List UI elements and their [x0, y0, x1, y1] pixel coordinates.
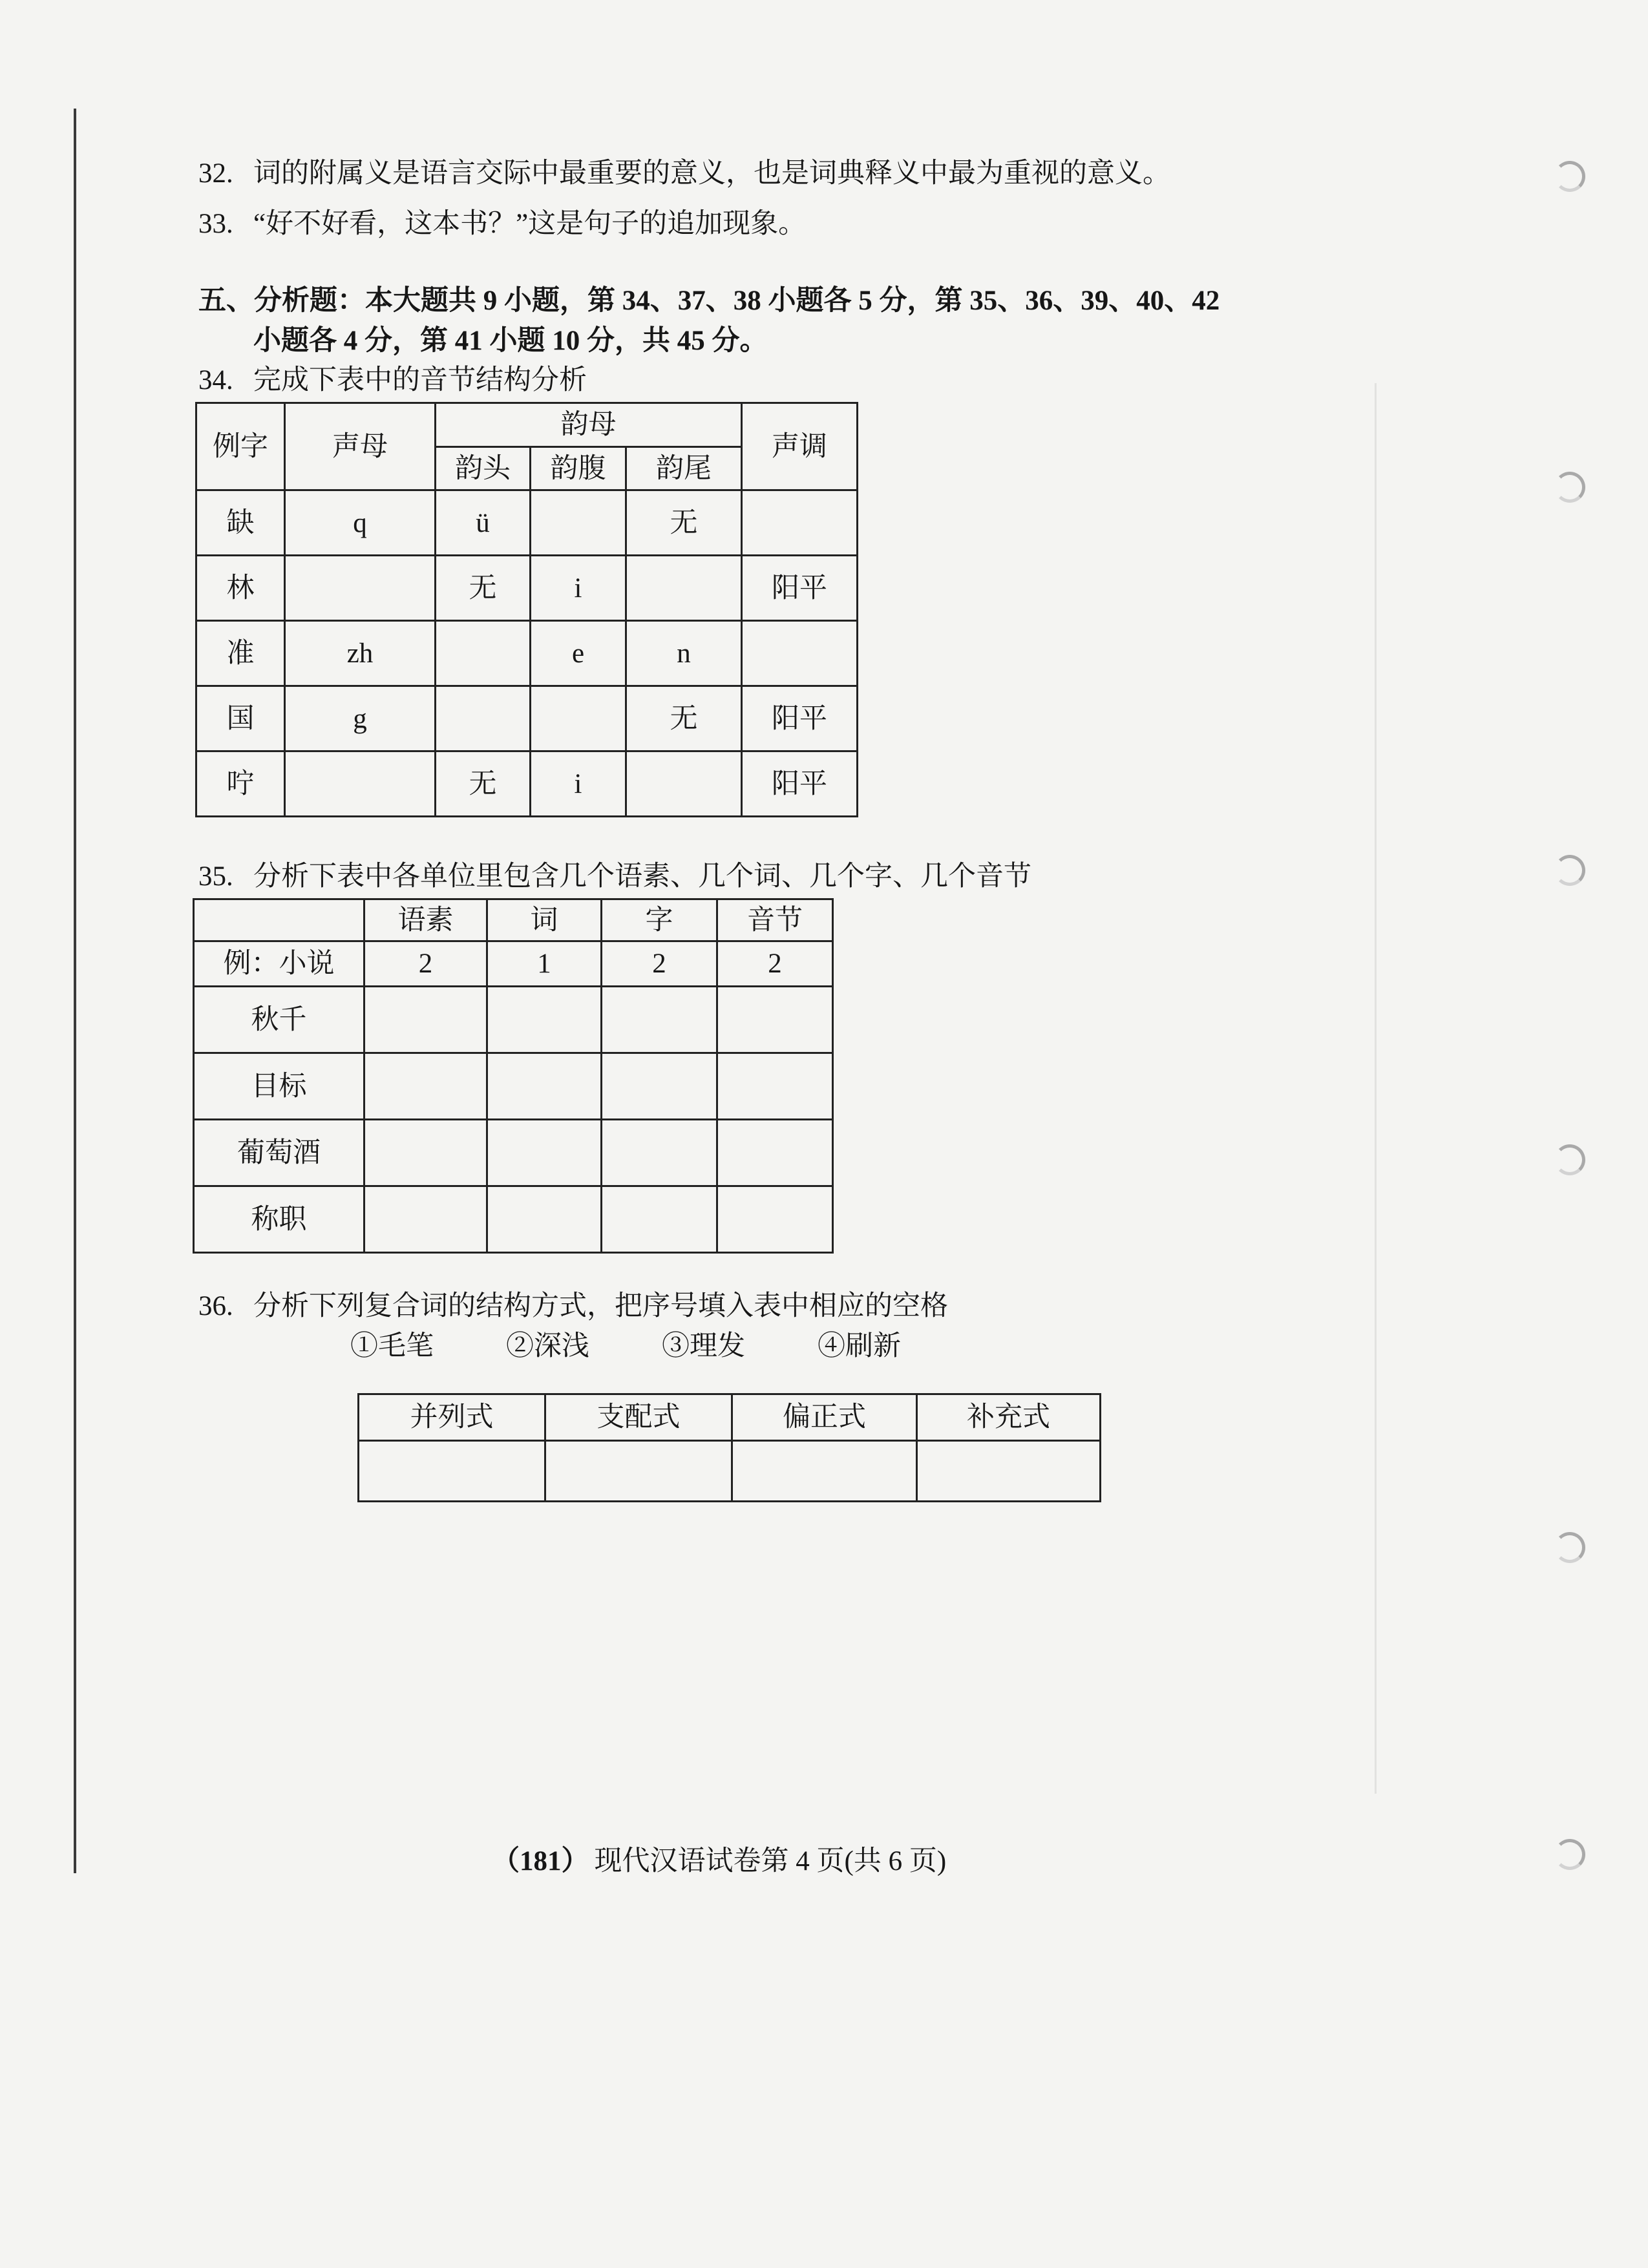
table-row [194, 1186, 833, 1253]
syllable-structure-table [195, 402, 858, 817]
question-35 [198, 860, 1031, 894]
row-label: 称职 [194, 1186, 364, 1253]
header-character: 字 [602, 899, 717, 941]
header-word: 词 [487, 899, 602, 941]
question-number: 33. [198, 209, 233, 239]
blank-cell [364, 1186, 487, 1253]
question-33 [198, 207, 806, 241]
cell-ending [626, 556, 742, 621]
row-label: 葡萄酒 [194, 1120, 364, 1186]
header-initial: 声母 [285, 403, 436, 490]
blank-cell [487, 1120, 602, 1186]
cell-main-vowel [531, 686, 626, 751]
paper-code: （181） [492, 1846, 589, 1876]
cell-word: 1 [487, 941, 602, 987]
header-tone: 声调 [742, 403, 858, 490]
table-row [196, 751, 858, 817]
cell-initial [285, 556, 436, 621]
cell-char: 林 [196, 556, 285, 621]
question-number: 34. [198, 365, 233, 395]
cell-medial: 无 [436, 556, 531, 621]
cell-char: 缺 [196, 490, 285, 556]
header-main-vowel: 韵腹 [531, 447, 626, 490]
cell-ending: n [626, 621, 742, 686]
page-footer [492, 1845, 946, 1878]
punch-hole-mark [1554, 855, 1585, 886]
cell-main-vowel: i [531, 751, 626, 817]
blank-cell [602, 1186, 717, 1253]
cell-ending [626, 751, 742, 817]
option-item: ②深浅 [506, 1331, 589, 1361]
example-row [194, 941, 833, 987]
header-coordinate: 并列式 [359, 1394, 545, 1441]
blank-cell [364, 1053, 487, 1120]
cell-tone [742, 621, 858, 686]
blank-cell [487, 1053, 602, 1120]
cell-initial [285, 751, 436, 817]
cell-char: 国 [196, 686, 285, 751]
blank-cell [545, 1441, 732, 1502]
table-row [359, 1441, 1101, 1502]
blank-cell [717, 987, 833, 1053]
cell-syllable: 2 [717, 941, 833, 987]
question-36 [198, 1290, 948, 1323]
table-header-row [196, 403, 858, 447]
blank-cell [359, 1441, 545, 1502]
blank-cell [487, 1186, 602, 1253]
blank-cell [364, 1120, 487, 1186]
option-item: ③理发 [662, 1331, 745, 1361]
table-row [194, 987, 833, 1053]
cell-ending: 无 [626, 686, 742, 751]
cell-tone: 阳平 [742, 556, 858, 621]
question-text: 词的附属义是语言交际中最重要的意义，也是词典释义中最为重视的意义。 [253, 158, 1170, 189]
question-number: 36. [198, 1291, 233, 1321]
row-label: 秋千 [194, 987, 364, 1053]
cell-medial: ü [436, 490, 531, 556]
header-morpheme: 语素 [364, 899, 487, 941]
question-text: 分析下表中各单位里包含几个语素、几个词、几个字、几个音节 [253, 861, 1031, 892]
header-verb-object: 支配式 [545, 1394, 732, 1441]
cell-initial: g [285, 686, 436, 751]
cell-initial: zh [285, 621, 436, 686]
cell-morpheme: 2 [364, 941, 487, 987]
compound-structure-table [357, 1393, 1101, 1502]
option-item: ①毛笔 [350, 1331, 434, 1361]
header-corner [194, 899, 364, 941]
punch-hole-mark [1554, 472, 1585, 503]
cell-medial [436, 621, 531, 686]
table-row [196, 686, 858, 751]
header-complement: 补充式 [917, 1394, 1101, 1441]
cell-ending: 无 [626, 490, 742, 556]
question-text: 分析下列复合词的结构方式，把序号填入表中相应的空格 [253, 1291, 948, 1321]
question-text: “好不好看，这本书？”这是句子的追加现象。 [253, 209, 807, 239]
blank-cell [487, 987, 602, 1053]
header-ending: 韵尾 [626, 447, 742, 490]
header-syllable: 音节 [717, 899, 833, 941]
cell-main-vowel: e [531, 621, 626, 686]
cell-medial [436, 686, 531, 751]
table-row [196, 490, 858, 556]
question-number: 32. [198, 158, 233, 189]
blank-cell [364, 987, 487, 1053]
blank-cell [732, 1441, 917, 1502]
section-heading-line-1: 五、分析题：本大题共 9 小题，第 34、37、38 小题各 5 分，第 35、36、39、40、42 [198, 286, 1220, 316]
left-margin-line [74, 109, 76, 1873]
punch-hole-mark [1554, 161, 1585, 192]
cell-main-vowel: i [531, 556, 626, 621]
cell-initial: q [285, 490, 436, 556]
table-row [196, 621, 858, 686]
question-34 [198, 364, 587, 397]
header-medial: 韵头 [436, 447, 531, 490]
section-heading-line-2: 小题各 4 分，第 41 小题 10 分，共 45 分。 [253, 326, 768, 356]
row-label: 例：小说 [194, 941, 364, 987]
table-header-row [194, 899, 833, 941]
table-row [196, 556, 858, 621]
page-number-text: 现代汉语试卷第 4 页(共 6 页) [594, 1846, 947, 1876]
header-modifier-head: 偏正式 [732, 1394, 917, 1441]
cell-char: 咛 [196, 751, 285, 817]
row-label: 目标 [194, 1053, 364, 1120]
blank-cell [602, 1120, 717, 1186]
table-row [194, 1120, 833, 1186]
cell-tone: 阳平 [742, 751, 858, 817]
cell-character: 2 [602, 941, 717, 987]
question-32 [198, 157, 1170, 191]
unit-count-table [193, 898, 834, 1254]
option-item: ④刷新 [818, 1331, 901, 1361]
fold-line [1375, 383, 1377, 1794]
header-final: 韵母 [436, 403, 742, 447]
table-row [194, 1053, 833, 1120]
blank-cell [717, 1053, 833, 1120]
question-text: 完成下表中的音节结构分析 [253, 365, 587, 395]
blank-cell [717, 1186, 833, 1253]
word-options [350, 1330, 901, 1363]
blank-cell [917, 1441, 1101, 1502]
punch-hole-mark [1554, 1532, 1585, 1563]
blank-cell [602, 987, 717, 1053]
blank-cell [602, 1053, 717, 1120]
question-number: 35. [198, 861, 233, 892]
cell-main-vowel [531, 490, 626, 556]
cell-tone: 阳平 [742, 686, 858, 751]
cell-tone [742, 490, 858, 556]
table-header-row [359, 1394, 1101, 1441]
punch-hole-mark [1554, 1144, 1585, 1175]
blank-cell [717, 1120, 833, 1186]
cell-medial: 无 [436, 751, 531, 817]
header-example-char: 例字 [196, 403, 285, 490]
cell-char: 准 [196, 621, 285, 686]
punch-hole-mark [1554, 1839, 1585, 1870]
